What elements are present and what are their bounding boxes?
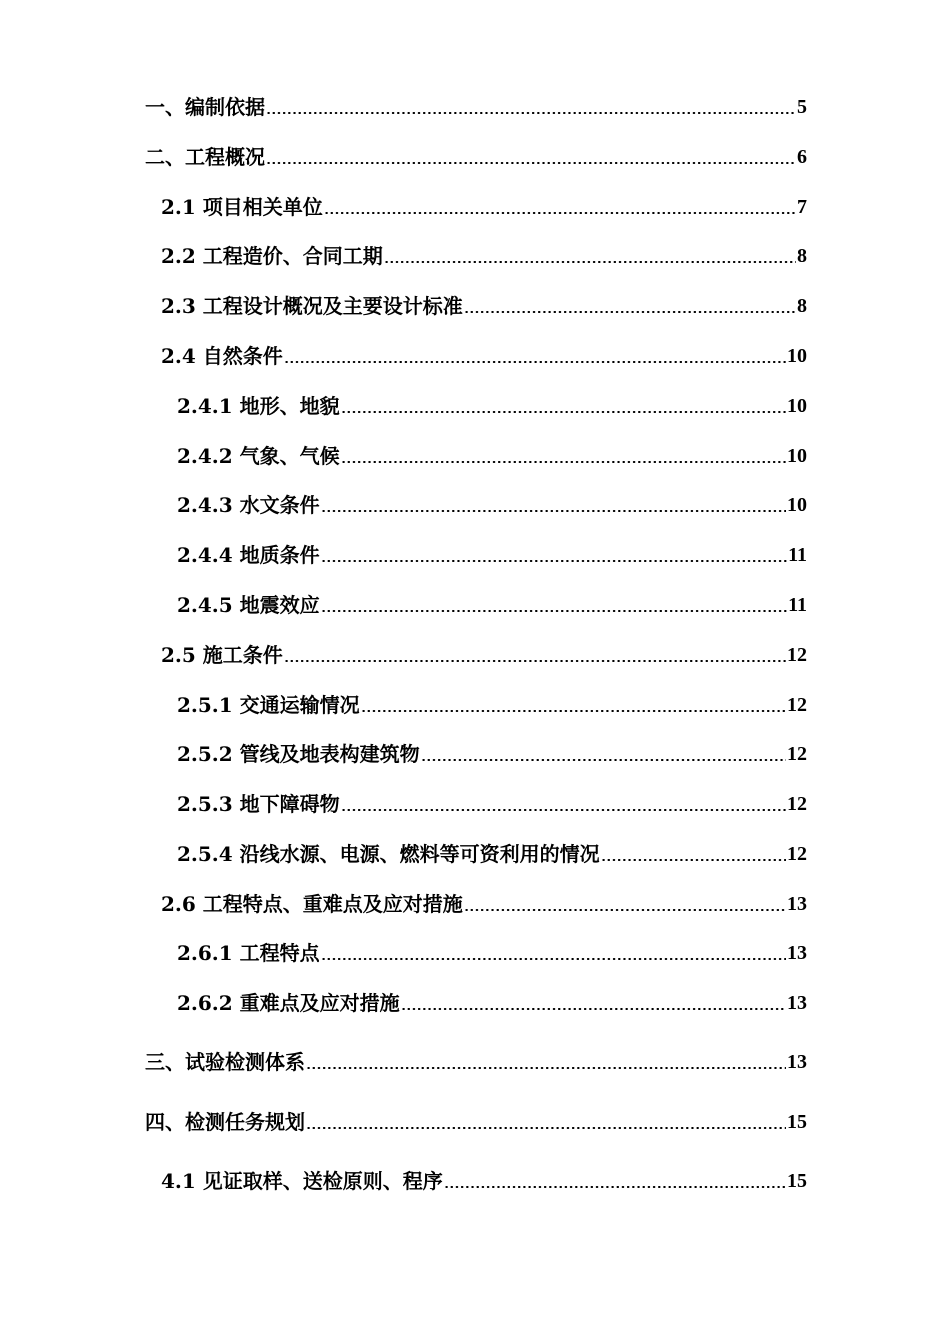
toc-entry-3[interactable] bbox=[145, 1044, 807, 1074]
toc-entry-title: 2.2 工程造价、合同工期 bbox=[161, 244, 383, 268]
toc-entry-page: 6 bbox=[797, 146, 807, 168]
toc-entry-title: 2.5.4 沿线水源、电源、燃料等可资利用的情况 bbox=[177, 842, 600, 866]
dot-leader bbox=[321, 510, 786, 512]
toc-entry-title: 2.5.3 地下障碍物 bbox=[177, 792, 340, 816]
toc-entry-title: 4.1 见证取样、送检原则、程序 bbox=[161, 1169, 443, 1193]
toc-entry-page: 10 bbox=[787, 395, 807, 417]
toc-entry-title: 2.6.2 重难点及应对措施 bbox=[177, 991, 400, 1015]
dot-leader bbox=[361, 710, 786, 712]
toc-entry-page: 15 bbox=[787, 1170, 807, 1192]
dot-leader bbox=[464, 909, 786, 911]
dot-leader bbox=[601, 859, 786, 861]
dot-leader bbox=[341, 461, 786, 463]
toc-entry-page: 12 bbox=[787, 644, 807, 666]
dot-leader bbox=[284, 361, 786, 363]
toc-entry-title: 2.4.4 地质条件 bbox=[177, 543, 320, 567]
toc-entry-2-4-3[interactable] bbox=[177, 487, 807, 517]
toc-entry-2-5-1[interactable] bbox=[177, 687, 807, 717]
toc-entry-2[interactable] bbox=[145, 139, 807, 169]
dot-leader bbox=[384, 261, 796, 263]
toc-entry-title: 2.5.2 管线及地表构建筑物 bbox=[177, 742, 420, 766]
toc-entry-title: 2.6 工程特点、重难点及应对措施 bbox=[161, 892, 463, 916]
toc-entry-2-5-3[interactable] bbox=[177, 786, 807, 816]
toc-entry-page: 12 bbox=[787, 694, 807, 716]
toc-entry-page: 13 bbox=[787, 942, 807, 964]
toc-entry-title: 2.1 项目相关单位 bbox=[161, 195, 323, 219]
toc-entry-page: 11 bbox=[788, 594, 807, 616]
dot-leader bbox=[421, 759, 786, 761]
toc-entry-2-5[interactable] bbox=[161, 637, 807, 667]
dot-leader bbox=[306, 1127, 786, 1129]
dot-leader bbox=[341, 411, 786, 413]
toc-entry-page: 5 bbox=[797, 96, 807, 118]
toc-entry-page: 12 bbox=[787, 843, 807, 865]
toc-entry-2-6-1[interactable] bbox=[177, 935, 807, 965]
toc-entry-2-6[interactable] bbox=[161, 886, 807, 916]
toc-entry-2-4-5[interactable] bbox=[177, 587, 807, 617]
toc-entry-page: 7 bbox=[797, 196, 807, 218]
toc-entry-page: 8 bbox=[797, 245, 807, 267]
dot-leader bbox=[266, 112, 796, 114]
dot-leader bbox=[321, 958, 786, 960]
toc-entry-page: 13 bbox=[787, 893, 807, 915]
dot-leader bbox=[444, 1186, 786, 1188]
toc-entry-2-5-4[interactable] bbox=[177, 836, 807, 866]
toc-entry-2-3[interactable] bbox=[161, 288, 807, 318]
toc-entry-2-1[interactable] bbox=[161, 189, 807, 219]
toc-entry-page: 11 bbox=[788, 544, 807, 566]
toc-entry-2-4-4[interactable] bbox=[177, 537, 807, 567]
toc-entry-title: 2.5 施工条件 bbox=[161, 643, 283, 667]
dot-leader bbox=[324, 212, 796, 214]
toc-entry-title: 2.4.2 气象、气候 bbox=[177, 444, 340, 468]
toc-entry-2-2[interactable] bbox=[161, 238, 807, 268]
toc-entry-title: 2.6.1 工程特点 bbox=[177, 941, 320, 965]
toc-entry-title: 二、工程概况 bbox=[145, 145, 265, 169]
toc-entry-4[interactable] bbox=[145, 1104, 807, 1134]
toc-entry-2-4[interactable] bbox=[161, 338, 807, 368]
dot-leader bbox=[464, 311, 796, 313]
toc-entry-page: 15 bbox=[787, 1111, 807, 1133]
toc-entry-2-4-2[interactable] bbox=[177, 438, 807, 468]
toc-entry-page: 13 bbox=[787, 1051, 807, 1073]
dot-leader bbox=[306, 1067, 786, 1069]
toc-entry-title: 2.4 自然条件 bbox=[161, 344, 283, 368]
toc-entry-2-4-1[interactable] bbox=[177, 388, 807, 418]
toc-entry-title: 2.4.5 地震效应 bbox=[177, 593, 320, 617]
toc-entry-title: 一、编制依据 bbox=[145, 95, 265, 119]
toc-entry-4-1[interactable] bbox=[161, 1163, 807, 1193]
dot-leader bbox=[321, 610, 787, 612]
toc-entry-page: 10 bbox=[787, 445, 807, 467]
dot-leader bbox=[401, 1008, 786, 1010]
toc-entry-title: 2.3 工程设计概况及主要设计标准 bbox=[161, 294, 463, 318]
dot-leader bbox=[284, 660, 786, 662]
dot-leader bbox=[341, 809, 786, 811]
toc-entry-2-5-2[interactable] bbox=[177, 736, 807, 766]
toc-entry-title: 三、试验检测体系 bbox=[145, 1050, 305, 1074]
toc-entry-2-6-2[interactable] bbox=[177, 985, 807, 1015]
toc-entry-title: 2.5.1 交通运输情况 bbox=[177, 693, 360, 717]
toc-entry-page: 8 bbox=[797, 295, 807, 317]
toc-entry-title: 2.4.3 水文条件 bbox=[177, 493, 320, 517]
toc-entry-page: 12 bbox=[787, 743, 807, 765]
dot-leader bbox=[321, 560, 787, 562]
toc-entry-1[interactable] bbox=[145, 89, 807, 119]
toc-entry-page: 12 bbox=[787, 793, 807, 815]
toc-entry-title: 四、检测任务规划 bbox=[145, 1110, 305, 1134]
toc-entry-page: 10 bbox=[787, 494, 807, 516]
toc-entry-page: 10 bbox=[787, 345, 807, 367]
dot-leader bbox=[266, 162, 796, 164]
toc-entry-title: 2.4.1 地形、地貌 bbox=[177, 394, 340, 418]
toc-entry-page: 13 bbox=[787, 992, 807, 1014]
